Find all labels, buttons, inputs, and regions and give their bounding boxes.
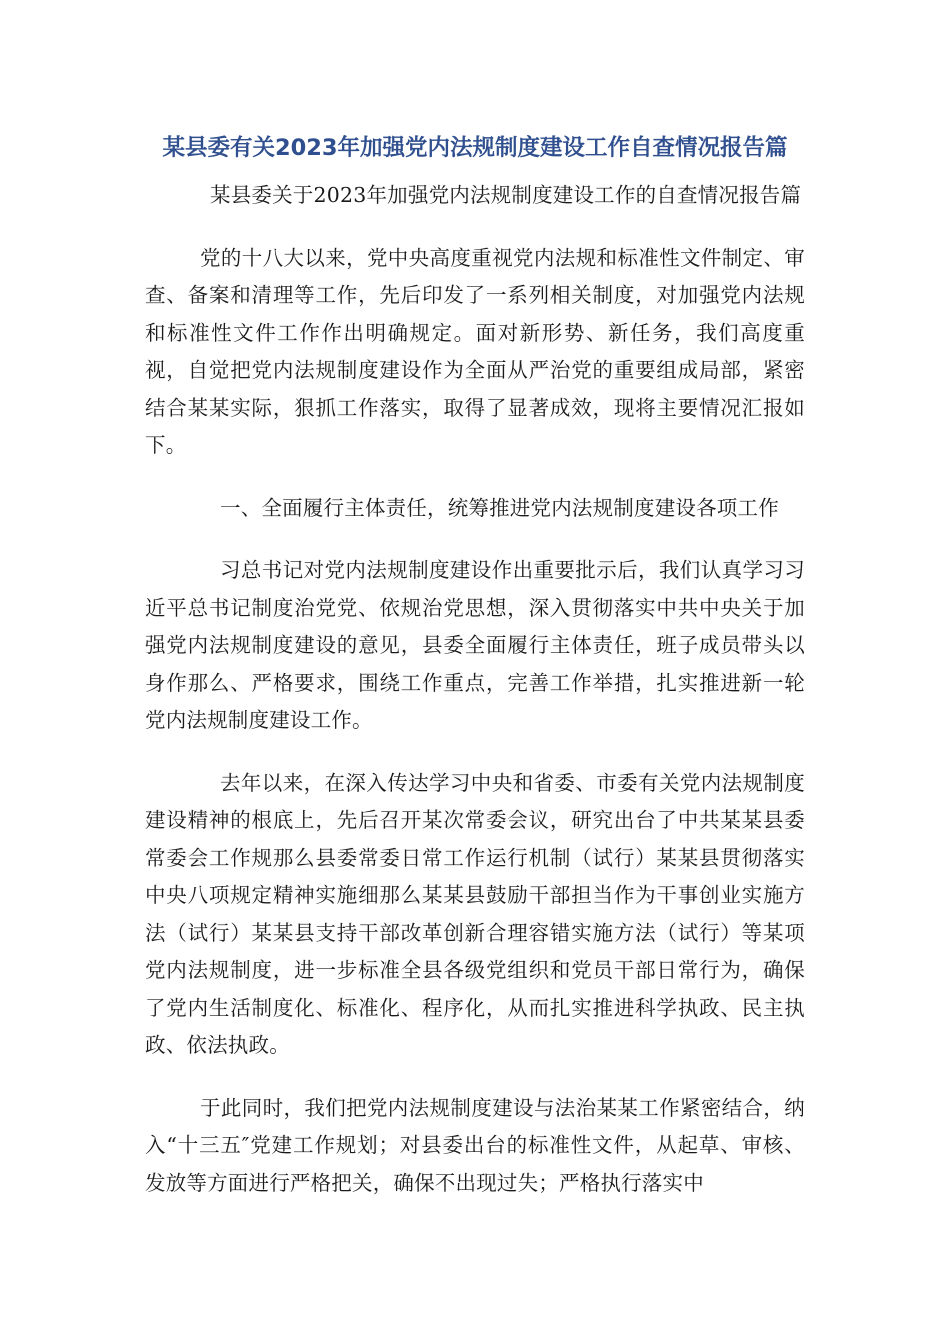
body-paragraph: 习总书记对党内法规制度建设作出重要批示后，我们认真学习习近平总书记制度治党党、依规治党思想，深入贯彻落实中共中央关于加强党内法规制度建设的意见，县委全面履行主体责任，班子成员带头以身作那么、严格要求，围绕工作重点，完善工作举措，扎实推进新一轮党内法规制度建设工作。 — [145, 558, 805, 732]
body-paragraph: 于此同时，我们把党内法规制度建设与法治某某工作紧密结合，纳入“十三五″党建工作规划；对县委出台的标准性文件，从起草、审核、发放等方面进行严格把关，确保不出现过失；严格执行落实中 — [145, 1095, 805, 1195]
document-title: 某县委有关2023年加强党内法规制度建设工作自查情况报告篇 — [162, 135, 788, 161]
document-body — [145, 177, 805, 1202]
body-paragraph: 去年以来，在深入传达学习中央和省委、市委有关党内法规制度建设精神的根底上，先后召开某次常委会议，研究出台了中共某某县委常委会工作规那么县委常委日常工作运行机制（试行）某某县贯彻落实中央八项规定精神实施细那么某某县鼓励干部担当作为干事创业实施方法（试行）某某县支持干部改革创新合理容错实施方法（试行）等某项党内法规制度，进一步标准全县各级党组织和党员干部日常行为，确保了党内生活制度化、标准化、程序化，从而扎实推进科学执政、民主执政、依法执政。 — [145, 770, 805, 1057]
intro-paragraph: 党的十八大以来，党中央高度重视党内法规和标准性文件制定、审查、备案和清理等工作，先后印发了一系列相关制度，对加强党内法规和标准性文件工作作出明确规定。面对新形势、新任务，我们高度重视，自觉把党内法规制度建设作为全面从严治党的重要组成局部，紧密结合某某实际，狠抓工作落实，取得了显著成效，现将主要情况汇报如下。 — [145, 245, 805, 457]
section-heading-1: 一、全面履行主体责任，统筹推进党内法规制度建设各项工作 — [220, 495, 779, 520]
document-subtitle: 某县委关于2023年加强党内法规制度建设工作的自查情况报告篇 — [210, 183, 802, 207]
